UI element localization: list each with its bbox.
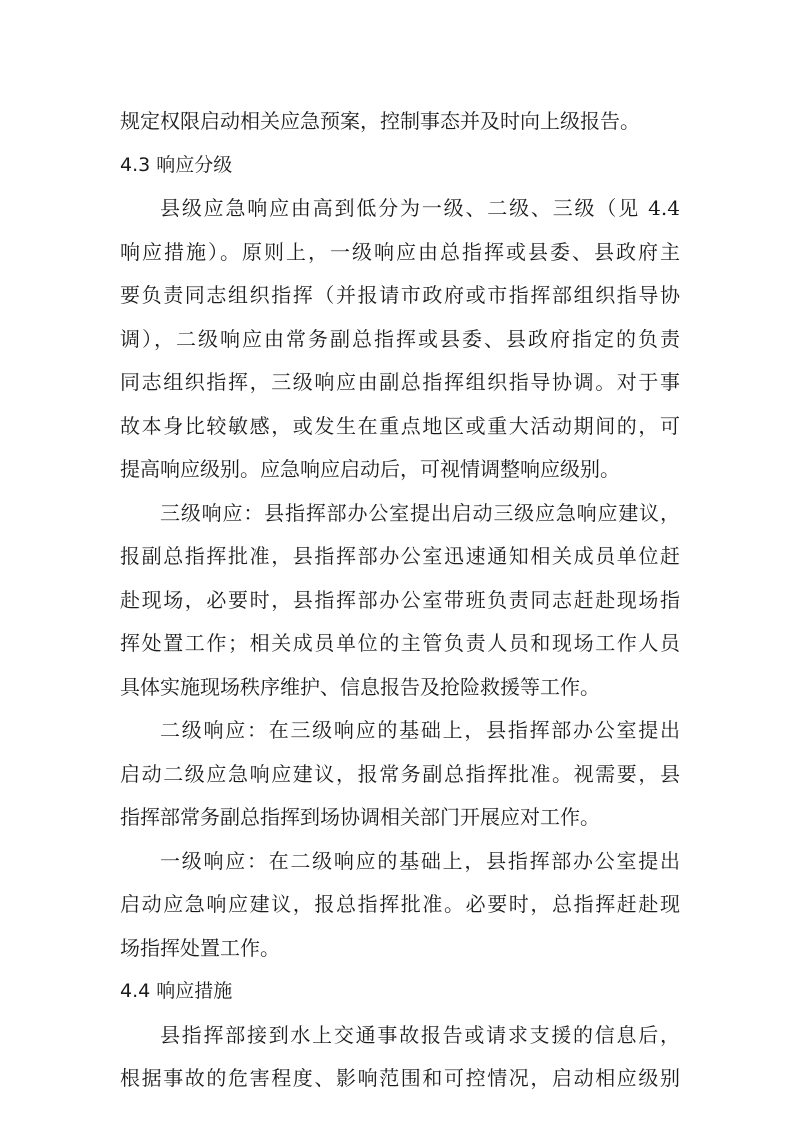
paragraph-line: 同志组织指挥，三级响应由副总指挥组织指导协调。对于事 <box>120 370 680 394</box>
paragraph-line: 具体实施现场秩序维护、信息报告及抢险救援等工作。 <box>120 674 600 699</box>
paragraph-line: 报副总指挥批准，县指挥部办公室迅速通知相关成员单位赶 <box>120 544 680 568</box>
paragraph-line: 调），二级响应由常务副总指挥或县委、县政府指定的负责 <box>120 326 680 351</box>
paragraph-line: 要负责同志组织指挥（并报请市政府或市指挥部组织指导协 <box>120 283 680 307</box>
paragraph-line: 故本身比较敏感，或发生在重点地区或重大活动期间的，可 <box>120 413 680 438</box>
paragraph-line: 一级响应：在二级响应的基础上，县指挥部办公室提出 <box>160 848 680 873</box>
paragraph-line: 规定权限启动相关应急预案，控制事态并及时向上级报告。 <box>120 109 640 133</box>
paragraph-line: 赴现场，必要时，县指挥部办公室带班负责同志赶赴现场指 <box>120 587 680 612</box>
paragraph-line: 挥处置工作；相关成员单位的主管负责人员和现场工作人员 <box>120 631 680 655</box>
paragraph-line: 指挥部常务副总指挥到场协调相关部门开展应对工作。 <box>120 805 600 829</box>
paragraph-line: 启动应急响应建议，报总指挥批准。必要时，总指挥赶赴现 <box>120 892 680 916</box>
paragraph-line: 启动二级应急响应建议，报常务副总指挥批准。视需要，县 <box>120 761 680 786</box>
paragraph-line: 响应措施）。原则上，一级响应由总指挥或县委、县政府主 <box>120 239 680 264</box>
paragraph-line: 场指挥处置工作。 <box>120 935 280 960</box>
paragraph-line: 根据事故的危害程度、影响范围和可控情况，启动相应级别 <box>120 1066 680 1090</box>
section-heading-4-4: 4.4 响应措施 <box>120 980 233 1002</box>
document-body <box>120 100 680 1101</box>
paragraph-line: 三级响应：县指挥部办公室提出启动三级应急响应建议， <box>160 500 680 525</box>
paragraph-line: 县指挥部接到水上交通事故报告或请求支援的信息后， <box>160 1022 680 1047</box>
paragraph-line: 县级应急响应由高到低分为一级、二级、三级（见 4.4 <box>160 196 680 220</box>
paragraph-line: 提高响应级别。应急响应启动后，可视情调整响应级别。 <box>120 457 620 481</box>
paragraph-line: 二级响应：在三级响应的基础上，县指挥部办公室提出 <box>160 718 680 742</box>
section-heading-4-3: 4.3 响应分级 <box>120 153 233 176</box>
